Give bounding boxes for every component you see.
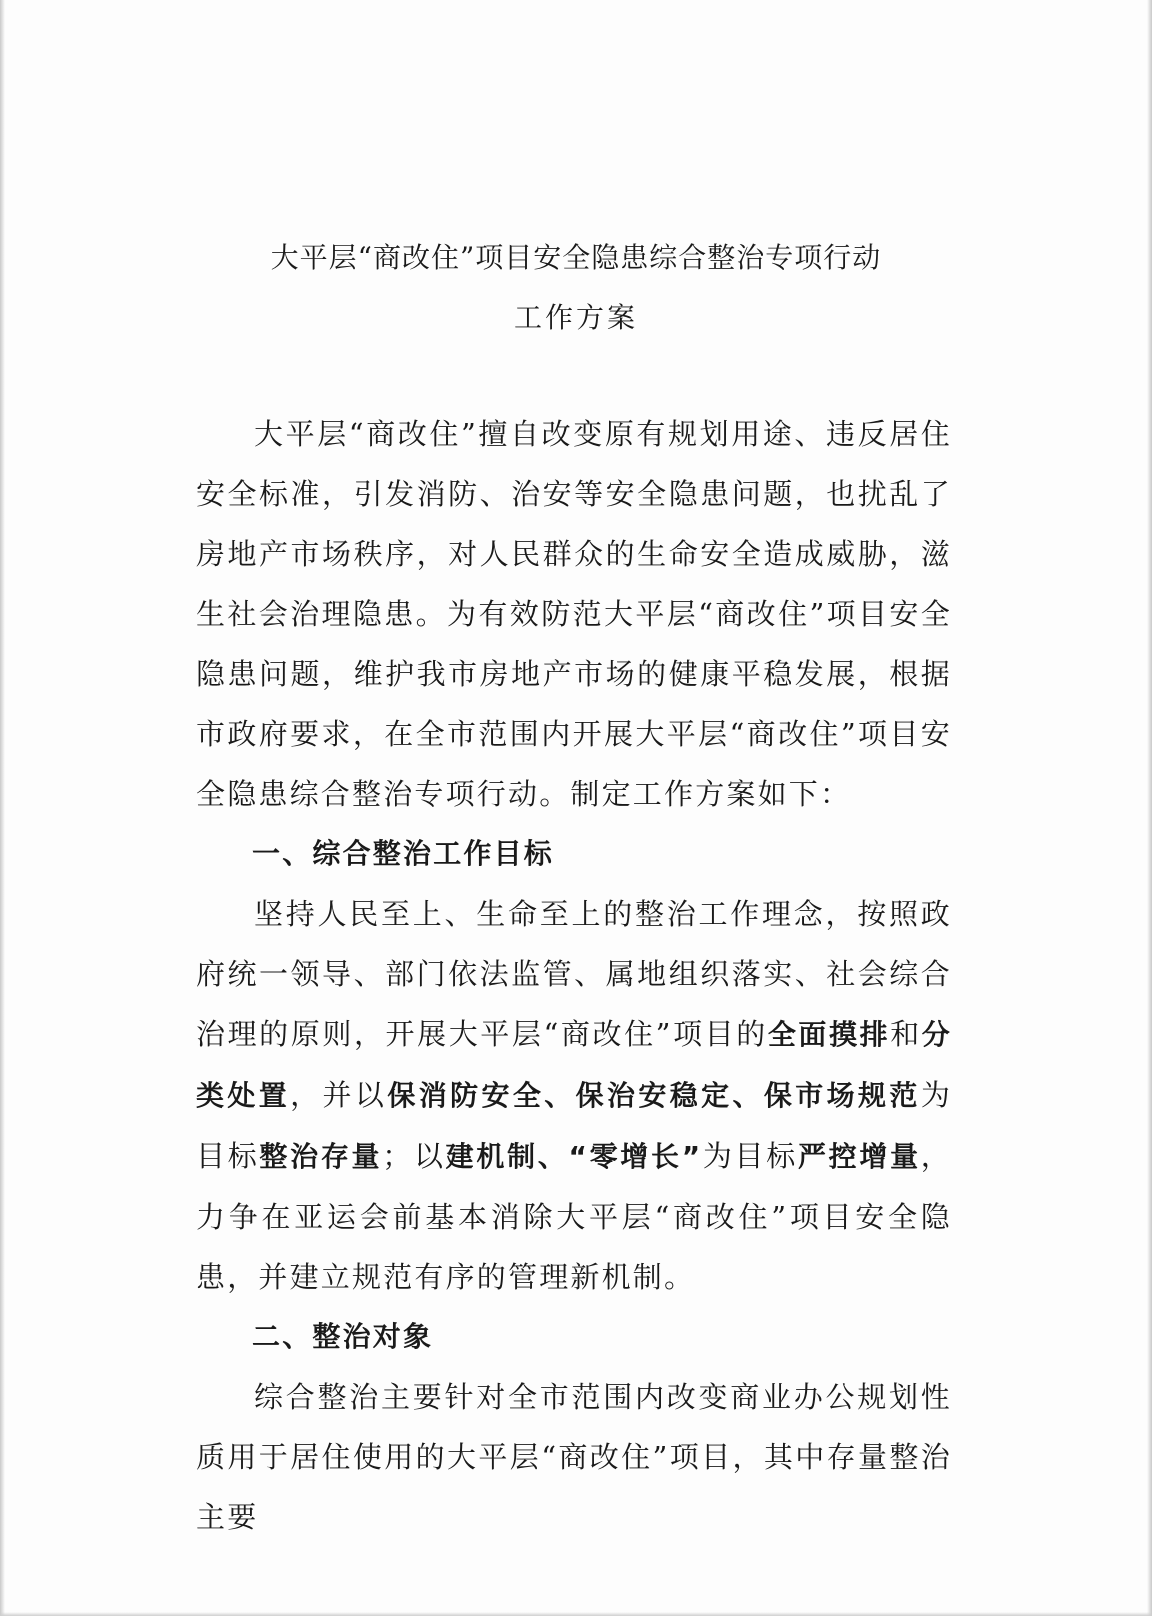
document-title-line1: 大平层“商改住”项目安全隐患综合整治专项行动 xyxy=(270,241,882,274)
section1-text-4: 为目标 xyxy=(196,1078,953,1173)
section1-emphasis-1: 全面摸排 xyxy=(767,1018,891,1051)
section1-emphasis-4: 整治存量 xyxy=(259,1140,383,1173)
section2-heading: 二、整治对象 xyxy=(252,1320,434,1353)
section1-emphasis-5: 建机制、“零增长” xyxy=(445,1140,703,1173)
scan-edge-right xyxy=(1147,0,1152,1616)
section1-text-2: 和 xyxy=(890,1017,922,1051)
section2-paragraph: 综合整治主要针对全市范围内改变商业办公规划性质用于居住使用的大平层“商改住”项目，其中存量整治主要 xyxy=(196,1380,952,1534)
section1-text-3: ，并以 xyxy=(290,1078,388,1112)
document-title-line2: 工作方案 xyxy=(513,301,638,334)
scan-edge-left xyxy=(0,0,5,1616)
scan-edge-bottom xyxy=(0,1612,1152,1616)
section1-text-7: ，力争在亚运会前基本消除大平层“商改住”项目安全隐患，并建立规范有序的管理新机制。 xyxy=(196,1139,952,1294)
section1-emphasis-3: 保消防安全、保治安稳定、保市场规范 xyxy=(387,1079,921,1112)
document-body xyxy=(196,404,952,1547)
section1-heading: 一、综合整治工作目标 xyxy=(252,837,555,870)
section1-text-1: 坚持人民至上、生命至上的整治工作理念，按照政府统一领导、部门依法监管、属地组织落实、社会综合治理的原则，开展大平层“商改住”项目的 xyxy=(196,897,952,1051)
section1-emphasis-2: 分类处置 xyxy=(196,1018,952,1112)
section1-text-6: 为目标 xyxy=(702,1139,798,1173)
section1-paragraph xyxy=(196,884,952,1307)
intro-paragraph: 大平层“商改住”擅自改变原有规划用途、违反居住安全标准，引发消防、治安等安全隐患问题，也扰乱了房地产市场秩序，对人民群众的生命安全造成威胁，滋生社会治理隐患。为有效防范大平层“商改住”项目安全隐患问题，维护我市房地产市场的健康平稳发展，根据市政府要求，在全市范围内开展大平层“商改住”项目安全隐患综合整治专项行动。制定工作方案如下： xyxy=(196,417,952,811)
section1-emphasis-6: 严控增量 xyxy=(797,1140,921,1173)
section1-text-5: ；以 xyxy=(382,1139,446,1173)
